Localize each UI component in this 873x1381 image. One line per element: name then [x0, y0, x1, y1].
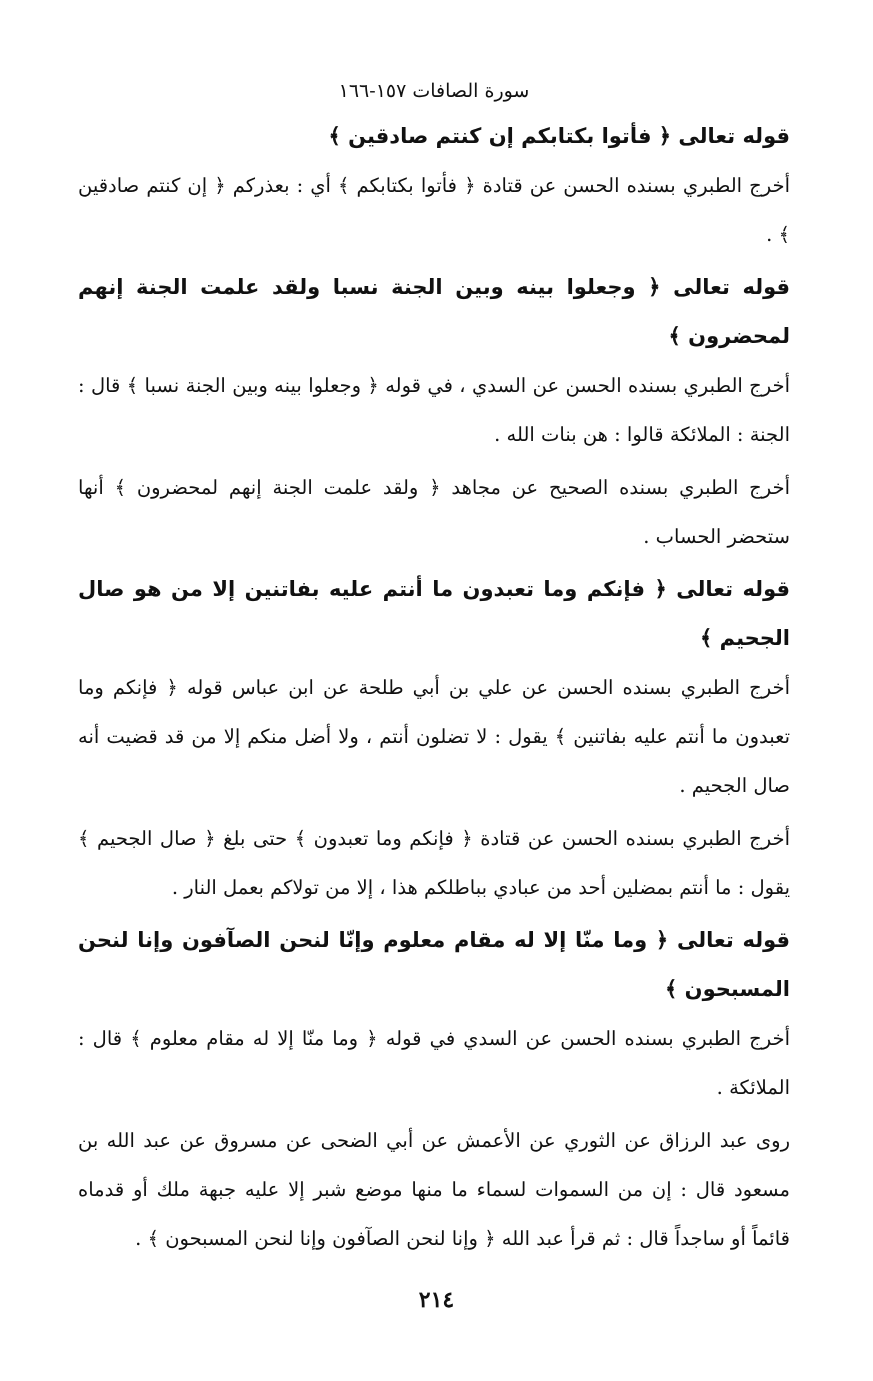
verse-heading-158: قوله تعالى ﴿ وجعلوا بينه وبين الجنة نسبا ولقد علمت الجنة إنهم لمحضرون ﴾ — [78, 275, 790, 348]
commentary-paragraph: أخرج الطبري بسنده الحسن عن علي بن أبي طلحة عن ابن عباس قوله ﴿ فإنكم وما تعبدون ما أنتم عليه بفاتنين ﴾ يقول : لا تضلون أنتم ، ولا أضل منكم إلا من قد قضيت أنه صال الجحيم . — [78, 676, 790, 797]
verse-heading-164: قوله تعالى ﴿ وما منّا إلا له مقام معلوم وإنّا لنحن الصآفون وإنا لنحن المسبحون ﴾ — [78, 928, 790, 1001]
commentary-paragraph: أخرج الطبري بسنده الحسن عن قتادة ﴿ فأتوا بكتابكم ﴾ أي : بعذركم ﴿ إن كنتم صادقين ﴾ . — [78, 174, 790, 246]
commentary-paragraph: أخرج الطبري بسنده الصحيح عن مجاهد ﴿ ولقد علمت الجنة إنهم لمحضرون ﴾ أنها ستحضر الحساب . — [78, 476, 790, 548]
page-body — [78, 78, 790, 1267]
commentary-paragraph: أخرج الطبري بسنده الحسن عن السدي في قوله ﴿ وما منّا إلا له مقام معلوم ﴾ قال : الملائكة . — [78, 1027, 790, 1099]
page-number: ٢١٤ — [418, 1287, 455, 1313]
verse-heading-161: قوله تعالى ﴿ فإنكم وما تعبدون ما أنتم عليه بفاتنين إلا من هو صال الجحيم ﴾ — [78, 577, 790, 650]
commentary-paragraph: أخرج الطبري بسنده الحسن عن قتادة ﴿ فإنكم وما تعبدون ﴾ حتى بلغ ﴿ صال الجحيم ﴾ يقول : ما أنتم بمضلين أحد من عبادي بباطلكم هذا ، إلا من تولاكم بعمل النار . — [78, 827, 790, 899]
commentary-paragraph: روى عبد الرزاق عن الثوري عن الأعمش عن أبي الضحى عن مسروق عن عبد الله بن مسعود قال : إن من السموات لسماء ما منها موضع شبر إلا عليه جبهة ملك أو قدماه قائماً أو ساجداً قال : ثم قرأ عبد الله ﴿ وإنا لنحن الصآفون وإنا لنحن المسبحون ﴾ . — [78, 1129, 790, 1250]
verse-heading-157: قوله تعالى ﴿ فأتوا بكتابكم إن كنتم صادقين ﴾ — [328, 124, 790, 148]
commentary-paragraph: أخرج الطبري بسنده الحسن عن السدي ، في قوله ﴿ وجعلوا بينه وبين الجنة نسبا ﴾ قال : الجنة : الملائكة قالوا : هن بنات الله . — [78, 374, 790, 446]
running-head: سورة الصافات ١٥٧-١٦٦ — [338, 80, 530, 102]
